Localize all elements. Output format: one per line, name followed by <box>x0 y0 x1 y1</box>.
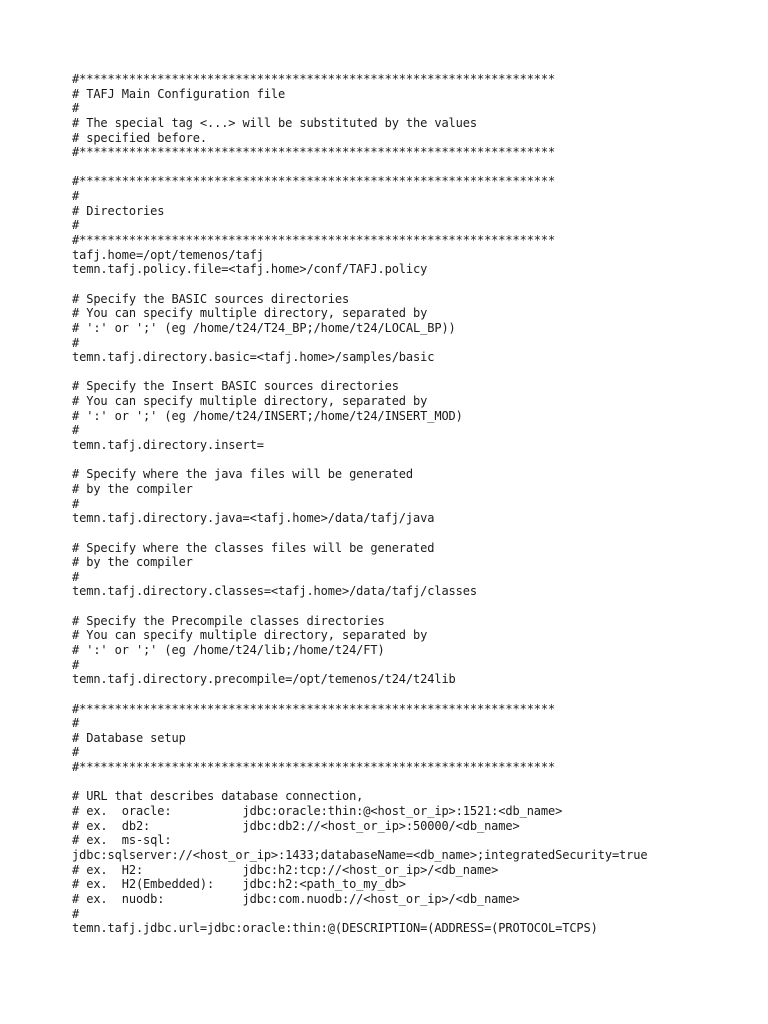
config-line: # specified before. <box>72 130 207 145</box>
config-line: # <box>72 189 80 204</box>
config-line: # ':' or ';' (eg /home/t24/INSERT;/home/t24/INSERT_MOD) <box>72 408 463 423</box>
config-line: #******************************************************************* <box>72 145 556 160</box>
config-line: # <box>72 906 80 921</box>
config-line: # TAFJ Main Configuration file <box>72 86 286 101</box>
config-line: #******************************************************************* <box>72 174 556 189</box>
config-line: # <box>72 745 80 760</box>
config-line: # Specify the Insert BASIC sources directories <box>72 379 399 394</box>
config-line: # <box>72 335 80 350</box>
config-line: #******************************************************************* <box>72 233 556 248</box>
config-line <box>72 775 647 790</box>
config-line: # ex. H2(Embedded): jdbc:h2:<path_to_my_db> <box>72 877 406 892</box>
config-line: # You can specify multiple directory, separated by <box>72 394 428 409</box>
config-line <box>72 453 647 468</box>
config-line: jdbc:sqlserver://<host_or_ip>:1433;databaseName=<db_name>;integratedSecurity=true <box>72 847 648 862</box>
config-line: # <box>72 101 80 116</box>
config-line: temn.tafj.directory.basic=<tafj.home>/samples/basic <box>72 350 435 365</box>
config-line: # ':' or ';' (eg /home/t24/T24_BP;/home/t24/LOCAL_BP)) <box>72 320 456 335</box>
config-line: # Database setup <box>72 730 186 745</box>
config-line: # ex. oracle: jdbc:oracle:thin:@<host_or_ip>:1521:<db_name> <box>72 804 563 819</box>
config-line: # by the compiler <box>72 481 193 496</box>
config-line: # Specify where the java files will be generated <box>72 467 414 482</box>
config-line: # You can specify multiple directory, separated by <box>72 628 428 643</box>
config-line: # URL that describes database connection, <box>72 789 364 804</box>
config-line: #******************************************************************* <box>72 701 556 716</box>
config-line: temn.tafj.directory.classes=<tafj.home>/data/tafj/classes <box>72 584 477 599</box>
config-line: # ex. ms-sql: <box>72 833 172 848</box>
config-line: # You can specify multiple directory, separated by <box>72 306 428 321</box>
config-line: temn.tafj.policy.file=<tafj.home>/conf/TAFJ.policy <box>72 262 428 277</box>
config-line: #******************************************************************* <box>72 72 556 86</box>
config-line: # <box>72 218 80 233</box>
config-line <box>72 277 647 292</box>
config-line: # ex. nuodb: jdbc:com.nuodb://<host_or_ip>/<db_name> <box>72 891 520 906</box>
config-line: # Directories <box>72 203 165 218</box>
config-line: temn.tafj.directory.insert= <box>72 438 264 453</box>
config-line: # Specify the Precompile classes directories <box>72 613 385 628</box>
config-line: # Specify the BASIC sources directories <box>72 291 350 306</box>
config-line <box>72 526 647 541</box>
config-file-text <box>72 72 647 936</box>
config-line <box>72 365 647 380</box>
config-line: # <box>72 716 80 731</box>
config-line: # <box>72 657 80 672</box>
config-line: tafj.home=/opt/temenos/tafj <box>72 247 264 262</box>
config-line: # by the compiler <box>72 555 193 570</box>
config-line: # <box>72 496 80 511</box>
config-line <box>72 160 647 175</box>
config-line: # <box>72 423 80 438</box>
config-line: # ex. db2: jdbc:db2://<host_or_ip>:50000/<db_name> <box>72 818 520 833</box>
config-line: temn.tafj.jdbc.url=jdbc:oracle:thin:@(DESCRIPTION=(ADDRESS=(PROTOCOL=TCPS) <box>72 921 598 936</box>
config-line: # The special tag <...> will be substituted by the values <box>72 115 477 130</box>
config-line <box>72 687 647 702</box>
config-line: temn.tafj.directory.precompile=/opt/temenos/t24/t24lib <box>72 672 456 687</box>
config-line: # <box>72 569 80 584</box>
config-line: temn.tafj.directory.java=<tafj.home>/data/tafj/java <box>72 511 435 526</box>
config-line: #******************************************************************* <box>72 760 556 775</box>
config-line <box>72 599 647 614</box>
config-line: # ex. H2: jdbc:h2:tcp://<host_or_ip>/<db_name> <box>72 862 499 877</box>
config-line: # ':' or ';' (eg /home/t24/lib;/home/t24/FT) <box>72 642 385 657</box>
config-line: # Specify where the classes files will be generated <box>72 540 435 555</box>
